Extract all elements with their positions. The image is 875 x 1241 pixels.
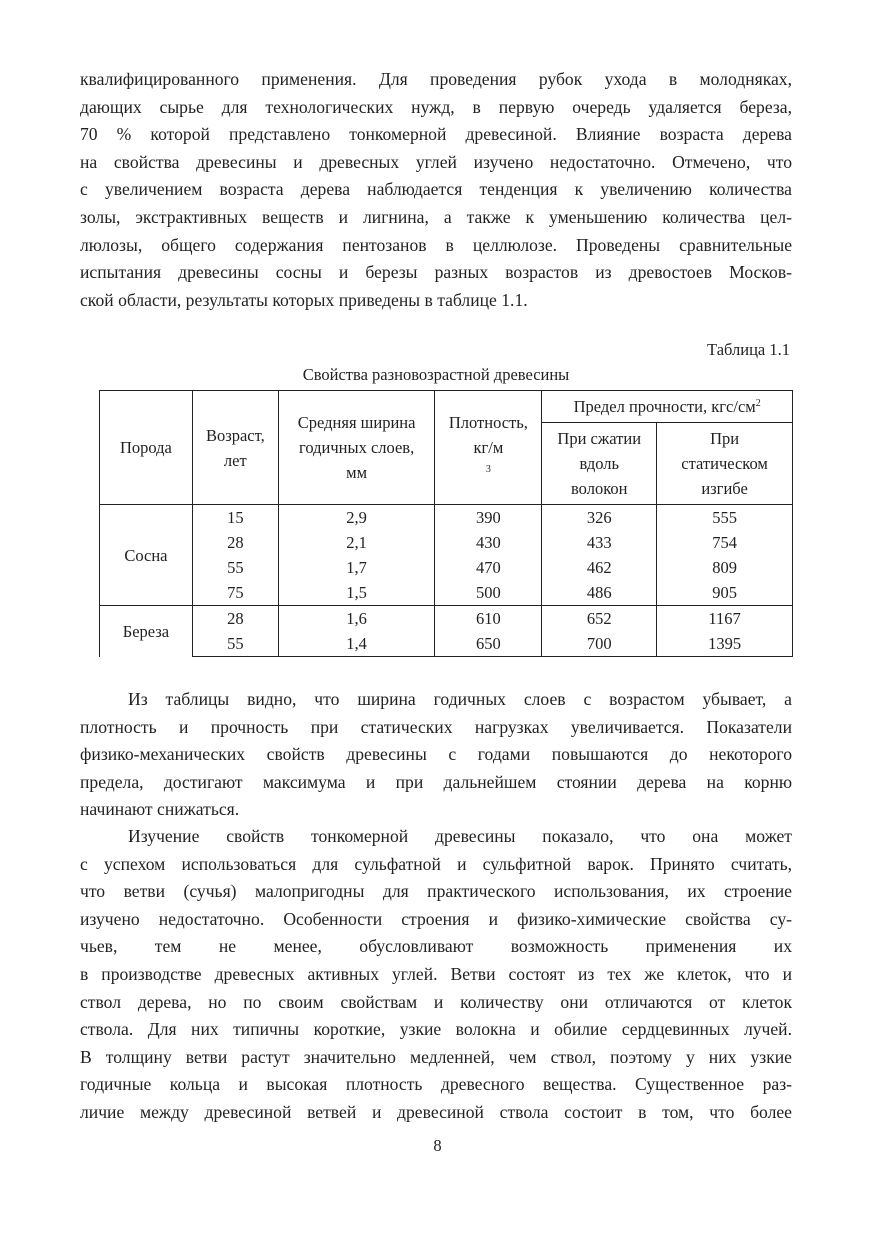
bending-cell: 809 xyxy=(657,555,793,580)
text-line: дающих сырье для технологических нужд, в первую очередь удаляется береза, xyxy=(80,96,792,117)
header-density: Плотность, кг/м $^3$ xyxy=(435,391,542,505)
text-line: ствол дерева, но по своим свойствам и количеству они отличаются от клеток xyxy=(80,991,792,1012)
text-line: плотность и прочность при статических нагрузках увеличивается. Показатели xyxy=(80,716,792,737)
text-line: люлозы, общего содержания пентозанов в целлюлозе. Проведены сравнительные xyxy=(80,234,792,255)
header-species: Порода xyxy=(100,391,193,505)
page-number: 8 xyxy=(433,1136,442,1155)
text-line: предела, достигают максимума и при дальнейшем стоянии дерева на корню xyxy=(80,771,792,792)
text-line: ствола. Для них типичны короткие, узкие волокна и обилие сердцевинных лучей. xyxy=(80,1019,792,1040)
table-row xyxy=(100,580,793,606)
text-line: чьев, тем не менее, обусловливают возможность применения их xyxy=(80,936,792,957)
text-line: что ветви (сучья) малопригодны для практического использования, их строение xyxy=(80,881,792,902)
text-line: физико-механических свойств древесины с годами повышаются до некоторого xyxy=(80,744,792,765)
paragraph-3 xyxy=(80,823,792,1127)
ring-width-cell: 2,1 xyxy=(278,530,435,555)
text-line: золы, экстрактивных веществ и лигнина, а также к уменьшению количества цел- xyxy=(80,206,792,227)
age-cell: 75 xyxy=(192,580,278,606)
bending-cell: 555 xyxy=(657,505,793,531)
table-label: Таблица 1.1 xyxy=(707,340,790,359)
compression-cell: 486 xyxy=(542,580,657,606)
header-strength-group: Предел прочности, кгс/$см^2$ xyxy=(542,391,793,423)
text-line: ской области, результаты которых приведены в таблице 1.1. xyxy=(80,289,528,310)
compression-cell: 433 xyxy=(542,530,657,555)
density-cell: 470 xyxy=(435,555,542,580)
text-line: на свойства древесины и древесных углей изучено недостаточно. Отмечено, что xyxy=(80,151,792,172)
ring-width-cell: 1,5 xyxy=(278,580,435,606)
text-line: испытания древесины сосны и березы разных возрастов из древостоев Москов- xyxy=(80,262,792,283)
compression-cell: 462 xyxy=(542,555,657,580)
ring-width-cell: 1,6 xyxy=(278,606,435,632)
age-cell: 55 xyxy=(192,555,278,580)
density-cell: 390 xyxy=(435,505,542,531)
text-line: начинают снижаться. xyxy=(80,799,240,820)
header-compression: При сжатии вдоль волокон xyxy=(542,423,657,505)
age-cell: 28 xyxy=(192,530,278,555)
density-cell: 650 xyxy=(435,631,542,657)
table-title: Свойства разновозрастной древесины xyxy=(302,365,570,384)
text-line: В толщину ветви растут значительно медленней, чем ствол, поэтому у них узкие xyxy=(80,1046,792,1067)
text-line: 70 % которой представлено тонкомерной древесиной. Влияние возраста дерева xyxy=(80,124,792,145)
text-line: в производстве древесных активных углей. Ветви состоят из тех же клеток, что и xyxy=(80,963,792,984)
header-ring-width: Средняя ширина годичных слоев, мм xyxy=(278,391,435,505)
bending-cell: 1395 xyxy=(657,631,793,657)
text-line: Из таблицы видно, что ширина годичных слоев с возрастом убывает, а xyxy=(128,689,792,709)
age-cell: 15 xyxy=(192,505,278,531)
properties-table xyxy=(99,390,793,657)
table-row xyxy=(100,505,793,531)
age-cell: 28 xyxy=(192,606,278,632)
species-cell: Береза xyxy=(100,606,193,657)
text-line: Изучение свойств тонкомерной древесины показало, что она может xyxy=(128,826,792,846)
compression-cell: 652 xyxy=(542,606,657,632)
ring-width-cell: 1,7 xyxy=(278,555,435,580)
compression-cell: 700 xyxy=(542,631,657,657)
text-line: с успехом использоваться для сульфатной и сульфитной варок. Принято считать, xyxy=(80,853,792,874)
table-row xyxy=(100,555,793,580)
header-bending: При статическом изгибе xyxy=(657,423,793,505)
bending-cell: 1167 xyxy=(657,606,793,632)
compression-cell: 326 xyxy=(542,505,657,531)
age-cell: 55 xyxy=(192,631,278,657)
density-cell: 430 xyxy=(435,530,542,555)
bending-cell: 754 xyxy=(657,530,793,555)
table-row xyxy=(100,631,793,657)
header-age: Возраст, лет xyxy=(192,391,278,505)
text-line: квалифицированного применения. Для проведения рубок ухода в молодняках, xyxy=(80,69,792,89)
paragraph-2 xyxy=(80,686,792,824)
bending-cell: 905 xyxy=(657,580,793,606)
text-line: изучено недостаточно. Особенности строения и физико-химические свойства су- xyxy=(80,908,792,929)
species-cell: Сосна xyxy=(100,505,193,606)
ring-width-cell: 1,4 xyxy=(278,631,435,657)
text-line: личие между древесиной ветвей и древесиной ствола состоит в том, что более xyxy=(80,1101,792,1122)
table-row xyxy=(100,606,793,632)
text-line: годичные кольца и высокая плотность древесного вещества. Существенное раз- xyxy=(80,1074,792,1095)
paragraph-1 xyxy=(80,66,792,314)
text-line: с увеличением возраста дерева наблюдается тенденция к увеличению количества xyxy=(80,179,792,200)
table-row xyxy=(100,530,793,555)
ring-width-cell: 2,9 xyxy=(278,505,435,531)
density-cell: 500 xyxy=(435,580,542,606)
density-cell: 610 xyxy=(435,606,542,632)
